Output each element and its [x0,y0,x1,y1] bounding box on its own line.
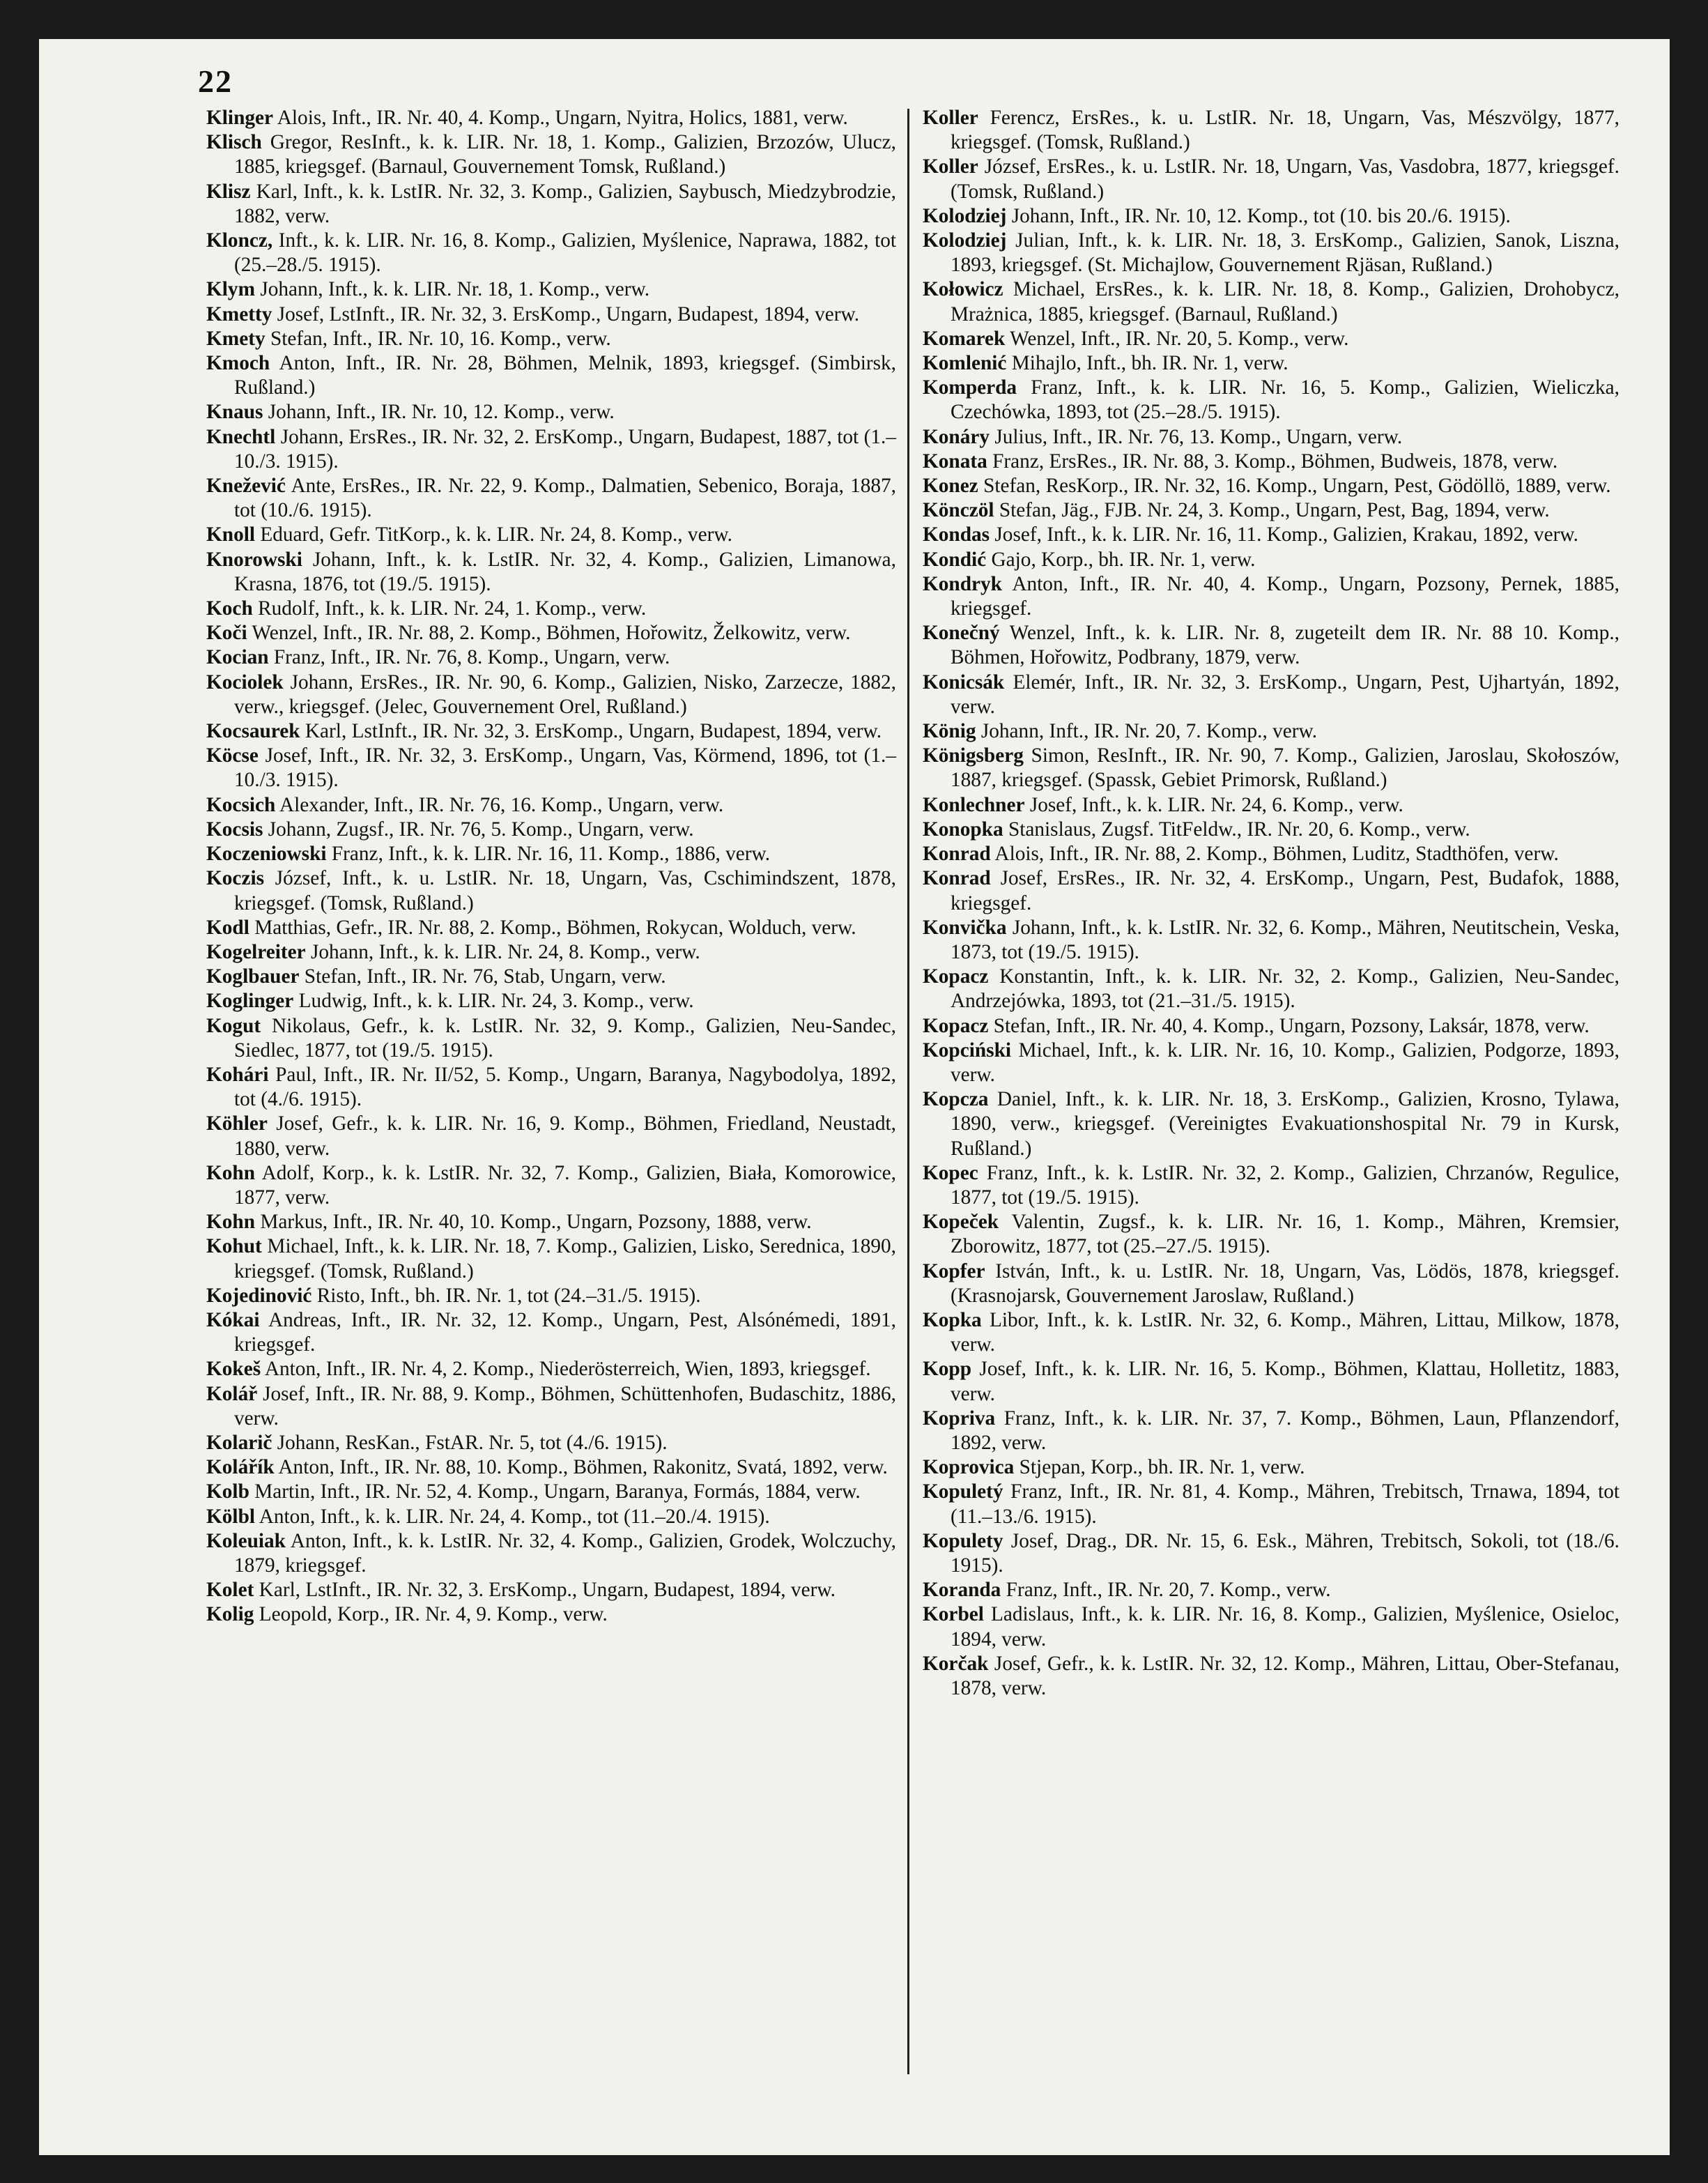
list-entry [923,1014,1619,1039]
list-entry [206,597,896,621]
list-entry [206,1357,896,1381]
entry-details: Eduard, Gefr. TitKorp., k. k. LIR. Nr. 24, 8. Komp., verw. [260,523,732,546]
right-column [923,106,1619,1701]
entry-surname: Kojedinović [206,1284,312,1307]
entry-surname: Konata [923,450,987,473]
entry-surname: Koller [923,155,978,178]
entry-details: Julius, Inft., IR. Nr. 76, 13. Komp., Ungarn, verw. [994,425,1403,448]
entry-details: Anton, Inft., IR. Nr. 28, Böhmen, Melnik, 1893, kriegsgef. (Simbirsk, Rußland.) [234,352,896,399]
entry-surname: Knoll [206,523,256,546]
list-entry [206,351,896,400]
entry-surname: Kopuletý [923,1480,1003,1503]
entry-details: Leopold, Korp., IR. Nr. 4, 9. Komp., verw. [259,1603,608,1626]
entry-details: Johann, Inft., k. k. LstIR. Nr. 32, 6. Komp., Mähren, Neutitschein, Veska, 1873, tot (19./5. 1915). [951,916,1619,963]
entry-surname: Korčak [923,1652,989,1675]
list-entry [923,1087,1619,1161]
list-entry [206,1578,896,1602]
entry-details: Johann, Inft., k. k. LstIR. Nr. 32, 4. Komp., Galizien, Limanowa, Krasna, 1876, tot (19./5. 1915). [234,548,896,595]
list-entry [923,1039,1619,1087]
entry-details: Johann, ResKan., FstAR. Nr. 5, tot (4./6. 1915). [277,1431,668,1454]
list-entry [923,1407,1619,1455]
entry-surname: Kohári [206,1063,269,1086]
entry-details: Ludwig, Inft., k. k. LIR. Nr. 24, 3. Komp., verw. [298,990,694,1013]
list-entry [923,1480,1619,1529]
entry-surname: Kopulety [923,1529,1003,1552]
list-entry [206,1014,896,1063]
entry-details: József, ErsRes., k. u. LstIR. Nr. 18, Ungarn, Vas, Vasdobra, 1877, kriegsgef. (Tomsk, Rußland.) [951,155,1619,203]
entry-details: Karl, LstInft., IR. Nr. 32, 3. ErsKomp., Ungarn, Budapest, 1894, verw. [305,720,882,743]
list-entry [206,425,896,474]
list-entry [923,818,1619,842]
entry-details: Franz, Inft., k. k. LIR. Nr. 16, 5. Komp., Galizien, Wieliczka, Czechówka, 1893, tot (25.–28./5. 1915). [951,376,1620,424]
entry-details: Karl, LstInft., IR. Nr. 32, 3. ErsKomp., Ungarn, Budapest, 1894, verw. [259,1579,836,1602]
list-entry [206,744,896,792]
entry-surname: Kmety [206,327,266,350]
entry-surname: Konlechner [923,793,1025,816]
list-entry [923,744,1619,792]
list-entry [923,1161,1619,1210]
list-entry [206,1284,896,1308]
entry-details: Anton, Inft., IR. Nr. 88, 10. Komp., Böhmen, Rakonitz, Svatá, 1892, verw. [278,1456,888,1479]
list-entry [923,351,1619,376]
list-entry [923,523,1619,547]
list-entry [923,793,1619,818]
list-entry [923,1308,1619,1357]
entry-surname: Koglinger [206,990,294,1013]
list-entry [206,965,896,989]
list-entry [206,130,896,179]
entry-details: Stefan, Inft., IR. Nr. 76, Stab, Ungarn, verw. [304,965,666,988]
list-entry [206,719,896,744]
entry-details: Daniel, Inft., k. k. LIR. Nr. 18, 3. ErsKomp., Galizien, Krosno, Tylawa, 1890, verw., kriegsgef. (Vereinigtes Evakuationshospital Nr. 79 in Kursk, Rußland.) [951,1088,1620,1160]
entry-details: Ferencz, ErsRes., k. u. LstIR. Nr. 18, Ungarn, Vas, Mészvölgy, 1877, kriegsgef. (Tomsk, Rußland.) [951,107,1620,154]
entry-details: Wenzel, Inft., k. k. LIR. Nr. 8, zugeteilt dem IR. Nr. 88 10. Komp., Böhmen, Hořowitz, Podbrany, 1879, verw. [951,622,1619,669]
entry-details: Alexander, Inft., IR. Nr. 76, 16. Komp., Ungarn, verw. [279,793,724,816]
entry-surname: Kopec [923,1161,978,1184]
list-entry [206,1112,896,1161]
list-entry [206,671,896,719]
left-column [206,106,896,1627]
entry-surname: Kolářík [206,1456,275,1479]
entry-details: Matthias, Gefr., IR. Nr. 88, 2. Komp., Böhmen, Rokycan, Wolduch, verw. [254,916,856,939]
entry-details: Josef, LstInft., IR. Nr. 32, 3. ErsKomp., Ungarn, Budapest, 1894, verw. [277,302,860,325]
entry-surname: Kopriva [923,1407,996,1430]
entry-surname: Kolodziej [923,204,1007,227]
entry-surname: Kohn [206,1211,256,1234]
entry-details: Karl, Inft., k. k. LstIR. Nr. 32, 3. Komp., Galizien, Saybusch, Miedzybrodzie, 1882, verw. [234,180,896,227]
entry-surname: Koch [206,597,253,620]
entry-surname: Kolet [206,1579,254,1602]
entry-details: Josef, Inft., k. k. LIR. Nr. 16, 5. Komp., Böhmen, Klattau, Holletitz, 1883, verw. [951,1358,1619,1405]
entry-surname: Komlenić [923,352,1007,375]
list-entry [923,327,1619,351]
entry-surname: Kodl [206,916,249,939]
entry-surname: Koprovica [923,1456,1015,1479]
list-entry [206,1161,896,1210]
entry-details: Ladislaus, Inft., k. k. LIR. Nr. 16, 8. Komp., Galizien, Myślenice, Osieloc, 1894, verw. [951,1603,1619,1650]
entry-details: Johann, Inft., IR. Nr. 10, 12. Komp., verw. [268,401,615,424]
entry-surname: Koczeniowski [206,843,327,866]
list-entry [206,866,896,915]
list-entry [206,1063,896,1112]
entry-surname: Kondas [923,523,990,546]
entry-details: Julian, Inft., k. k. LIR. Nr. 18, 3. ErsKomp., Galizien, Sanok, Liszna, 1893, kriegsgef. (St. Michajlow, Gouvernement Rjäsan, Rußland.) [951,229,1620,277]
entry-surname: Kopciński [923,1039,1012,1062]
entry-details: Libor, Inft., k. k. LstIR. Nr. 32, 6. Komp., Mähren, Littau, Milkow, 1878, verw. [951,1308,1619,1356]
list-entry [206,548,896,597]
entry-surname: Kmoch [206,352,270,375]
list-entry [923,376,1619,424]
list-entry [923,719,1619,744]
list-entry [206,793,896,818]
entry-surname: Kolář [206,1382,258,1405]
entry-surname: Konez [923,475,978,498]
entry-details: Josef, Inft., k. k. LIR. Nr. 16, 11. Komp., Galizien, Krakau, 1892, verw. [994,523,1578,546]
list-entry [206,1455,896,1480]
list-entry [206,523,896,547]
entry-details: Stjepan, Korp., bh. IR. Nr. 1, verw. [1019,1456,1305,1479]
entry-surname: Kogelreiter [206,940,306,963]
list-entry [206,1308,896,1357]
entry-surname: Konrad [923,867,991,890]
entry-details: Franz, Inft., IR. Nr. 76, 8. Komp., Ungarn, verw. [273,646,670,669]
entry-details: Paul, Inft., IR. Nr. II/52, 5. Komp., Ungarn, Baranya, Nagybodolya, 1892, tot (4./6. 1915). [234,1063,896,1111]
entry-surname: Kondryk [923,572,1002,595]
entry-surname: Könczöl [923,499,994,522]
list-entry [923,1529,1619,1578]
list-entry [206,940,896,965]
list-entry [923,450,1619,474]
entry-details: Johann, Inft., IR. Nr. 10, 12. Komp., tot (10. bis 20./6. 1915). [1011,204,1511,227]
entry-details: Ante, ErsRes., IR. Nr. 22, 9. Komp., Dalmatien, Sebenico, Boraja, 1887, tot (10./6. 1915). [234,475,896,522]
entry-surname: Kölbl [206,1505,256,1528]
list-entry [206,327,896,351]
column-divider [907,109,909,2074]
entry-surname: Kołowicz [923,278,1003,301]
entry-surname: Kocsich [206,793,276,816]
entry-details: Wenzel, Inft., IR. Nr. 20, 5. Komp., verw. [1010,327,1349,350]
list-entry [923,671,1619,719]
entry-details: Josef, Inft., IR. Nr. 88, 9. Komp., Böhmen, Schüttenhofen, Budaschitz, 1886, verw. [234,1382,897,1430]
entry-surname: Kolodziej [923,229,1007,252]
list-entry [923,1652,1619,1701]
entry-surname: Konrad [923,843,991,866]
list-entry [206,842,896,866]
entry-details: Johann, ErsRes., IR. Nr. 32, 2. ErsKomp., Ungarn, Budapest, 1887, tot (1.–10./3. 1915). [234,425,896,473]
entry-details: Franz, ErsRes., IR. Nr. 88, 3. Komp., Böhmen, Budweis, 1878, verw. [992,450,1558,473]
entry-details: Anton, Inft., IR. Nr. 4, 2. Komp., Niederösterreich, Wien, 1893, kriegsgef. [264,1358,871,1381]
entry-details: Stefan, Inft., IR. Nr. 40, 4. Komp., Ungarn, Pozsony, Laksár, 1878, verw. [993,1014,1590,1037]
entry-surname: Komarek [923,327,1006,350]
list-entry [206,989,896,1013]
list-entry [206,916,896,940]
entry-details: Josef, Gefr., k. k. LIR. Nr. 16, 9. Komp., Böhmen, Friedland, Neustadt, 1880, verw. [234,1112,896,1160]
list-entry [923,425,1619,450]
entry-surname: Klisch [206,131,262,154]
entry-surname: Konečný [923,622,1000,645]
entry-surname: Kondić [923,548,987,571]
list-entry [206,1210,896,1234]
entry-details: Adolf, Korp., k. k. LstIR. Nr. 32, 7. Komp., Galizien, Biała, Komorowice, 1877, verw. [234,1161,896,1209]
entry-details: Josef, Inft., k. k. LIR. Nr. 24, 6. Komp., verw. [1029,793,1403,816]
entry-details: Johann, Zugsf., IR. Nr. 76, 5. Komp., Ungarn, verw. [268,818,694,841]
entry-details: István, Inft., k. u. LstIR. Nr. 18, Ungarn, Vas, Lödös, 1878, kriegsgef. (Krasnojarsk, Gouvernement Jaroslaw, Rußland.) [951,1259,1620,1307]
entry-surname: Kogut [206,1014,261,1037]
list-entry [206,1234,896,1283]
entry-details: Anton, Inft., k. k. LstIR. Nr. 32, 4. Komp., Galizien, Grodek, Wolczuchy, 1879, kriegsgef. [234,1529,896,1577]
list-entry [923,572,1619,621]
entry-surname: König [923,720,976,743]
list-entry [923,866,1619,915]
entry-surname: Kohut [206,1235,262,1258]
list-entry [206,1480,896,1504]
entry-surname: Kopeček [923,1211,999,1234]
entry-details: Josef, Inft., IR. Nr. 32, 3. ErsKomp., Ungarn, Vas, Körmend, 1896, tot (1.–10./3. 1915). [234,744,896,792]
entry-details: Johann, Inft., k. k. LIR. Nr. 18, 1. Komp., verw. [260,278,650,301]
list-entry [923,621,1619,670]
list-entry [206,229,896,277]
entry-details: Wenzel, Inft., IR. Nr. 88, 2. Komp., Böhmen, Hořowitz, Želkowitz, verw. [252,622,851,645]
list-entry [923,498,1619,523]
entry-details: Johann, ErsRes., IR. Nr. 90, 6. Komp., Galizien, Nisko, Zarzecze, 1882, verw., kriegsgef. (Jelec, Gouvernement Orel, Rußland.) [234,671,897,718]
entry-details: Risto, Inft., bh. IR. Nr. 1, tot (24.–31./5. 1915). [316,1284,701,1307]
entry-details: Rudolf, Inft., k. k. LIR. Nr. 24, 1. Komp., verw. [258,597,647,620]
entry-surname: Konicsák [923,671,1005,694]
page-number: 22 [198,63,233,99]
list-entry [923,277,1619,326]
list-entry [923,1259,1619,1308]
list-entry [206,302,896,327]
entry-details: Nikolaus, Gefr., k. k. LstIR. Nr. 32, 9. Komp., Galizien, Neu-Sandec, Siedlec, 1877, tot (19./5. 1915). [234,1014,896,1062]
entry-surname: Koczis [206,867,264,890]
list-entry [206,1431,896,1455]
entry-details: Josef, Gefr., k. k. LstIR. Nr. 32, 12. Komp., Mähren, Littau, Ober-Stefanau, 1878, verw. [951,1652,1619,1699]
entry-details: József, Inft., k. u. LstIR. Nr. 18, Ungarn, Vas, Cschimindszent, 1878, kriegsgef. (Tomsk, Rußland.) [234,867,896,914]
entry-surname: Knechtl [206,425,276,448]
list-entry [206,277,896,302]
entry-surname: Knežević [206,475,286,498]
entry-surname: Kocian [206,646,269,669]
entry-surname: Koranda [923,1579,1001,1602]
entry-surname: Kopcza [923,1088,989,1111]
entry-surname: Konáry [923,425,990,448]
entry-surname: Kocsaurek [206,720,300,743]
list-entry [206,818,896,842]
entry-details: Andreas, Inft., IR. Nr. 32, 12. Komp., Ungarn, Pest, Alsónémedi, 1891, kriegsgef. [234,1308,897,1356]
entry-details: Martin, Inft., IR. Nr. 52, 4. Komp., Ungarn, Baranya, Formás, 1884, verw. [254,1480,861,1503]
entry-details: Michael, ErsRes., k. k. LIR. Nr. 18, 8. Komp., Galizien, Drohobycz, Mrażnica, 1885, kriegsgef. (Barnaul, Rußland.) [951,278,1619,325]
entry-surname: Konvička [923,916,1007,939]
list-entry [923,548,1619,572]
list-entry [923,1210,1619,1259]
entry-surname: Köcse [206,744,259,767]
entry-details: Josef, Drag., DR. Nr. 15, 6. Esk., Mähren, Trebitsch, Sokoli, tot (18./6. 1915). [951,1529,1619,1577]
entry-surname: Knaus [206,401,263,424]
entry-details: Johann, Inft., IR. Nr. 20, 7. Komp., verw. [980,720,1318,743]
list-entry [923,204,1619,229]
entry-surname: Kopacz [923,965,989,988]
list-entry [923,1455,1619,1480]
entry-surname: Kolb [206,1480,249,1503]
list-entry [206,621,896,645]
entry-details: Johann, Inft., k. k. LIR. Nr. 24, 8. Komp., verw. [310,940,700,963]
list-entry [206,1602,896,1627]
entry-surname: Klinger [206,107,274,129]
list-entry [923,106,1619,155]
entry-surname: Kopacz [923,1014,989,1037]
entry-details: Franz, Inft., k. k. LstIR. Nr. 32, 2. Komp., Galizien, Chrzanów, Regulice, 1877, tot (19./5. 1915). [951,1161,1619,1209]
entry-details: Franz, Inft., IR. Nr. 20, 7. Komp., verw. [1006,1579,1331,1602]
entry-surname: Kopka [923,1308,982,1331]
document-page [39,39,1670,2155]
entry-details: Elemér, Inft., IR. Nr. 32, 3. ErsKomp., Ungarn, Pest, Ujhartyán, 1892, verw. [951,671,1619,718]
entry-details: Stefan, ResKorp., IR. Nr. 32, 16. Komp., Ungarn, Pest, Gödöllö, 1889, verw. [983,475,1611,498]
entry-details: Franz, Inft., k. k. LIR. Nr. 37, 7. Komp., Böhmen, Laun, Pflanzendorf, 1892, verw. [951,1407,1619,1454]
entry-details: Alois, Inft., IR. Nr. 40, 4. Komp., Ungarn, Nyitra, Holics, 1881, verw. [277,107,848,129]
entry-details: Stanislaus, Zugsf. TitFeldw., IR. Nr. 20, 6. Komp., verw. [1008,818,1470,841]
entry-details: Anton, Inft., k. k. LIR. Nr. 24, 4. Komp., tot (11.–20./4. 1915). [259,1505,770,1528]
entry-surname: Koči [206,622,247,645]
entry-surname: Königsberg [923,744,1024,767]
list-entry [206,400,896,424]
entry-details: Stefan, Jäg., FJB. Nr. 24, 3. Komp., Ungarn, Pest, Bag, 1894, verw. [999,499,1550,522]
entry-details: Franz, Inft., k. k. LIR. Nr. 16, 11. Komp., 1886, verw. [331,843,771,866]
list-entry [923,155,1619,204]
list-entry [923,229,1619,277]
entry-surname: Kókai [206,1308,260,1331]
list-entry [206,106,896,130]
list-entry [923,1578,1619,1602]
entry-details: Inft., k. k. LIR. Nr. 16, 8. Komp., Galizien, Myślenice, Naprawa, 1882, tot (25.–28./5. 1915). [234,229,896,277]
entry-surname: Kohn [206,1161,256,1184]
entry-surname: Konopka [923,818,1003,841]
entry-details: Michael, Inft., k. k. LIR. Nr. 18, 7. Komp., Galizien, Lisko, Serednica, 1890, kriegsgef. (Tomsk, Rußland.) [234,1235,897,1282]
entry-surname: Korbel [923,1603,984,1626]
entry-details: Stefan, Inft., IR. Nr. 10, 16. Komp., verw. [270,327,611,350]
list-entry [206,1529,896,1578]
list-entry [206,1382,896,1431]
entry-surname: Koleuiak [206,1529,286,1552]
list-entry [923,916,1619,965]
entry-details: Markus, Inft., IR. Nr. 40, 10. Komp., Ungarn, Pozsony, 1888, verw. [260,1211,812,1234]
entry-surname: Kolig [206,1603,254,1626]
list-entry [923,965,1619,1013]
entry-details: Josef, ErsRes., IR. Nr. 32, 4. ErsKomp., Ungarn, Pest, Budafok, 1888, kriegsgef. [951,867,1620,914]
list-entry [923,1602,1619,1651]
entry-surname: Kmetty [206,302,272,325]
entry-surname: Kloncz, [206,229,273,252]
list-entry [923,842,1619,866]
entry-details: Anton, Inft., IR. Nr. 40, 4. Komp., Ungarn, Pozsony, Pernek, 1885, kriegsgef. [951,572,1619,620]
list-entry [923,474,1619,498]
entry-surname: Koglbauer [206,965,300,988]
entry-details: Gajo, Korp., bh. IR. Nr. 1, verw. [991,548,1256,571]
entry-surname: Knorowski [206,548,302,571]
entry-surname: Kocsis [206,818,263,841]
entry-details: Mihajlo, Inft., bh. IR. Nr. 1, verw. [1011,352,1288,375]
list-entry [923,1357,1619,1406]
entry-details: Simon, ResInft., IR. Nr. 90, 7. Komp., Galizien, Jaroslau, Skołoszów, 1887, kriegsgef. (Spassk, Gebiet Primorsk, Rußland.) [951,744,1620,792]
entry-details: Valentin, Zugsf., k. k. LIR. Nr. 16, 1. Komp., Mähren, Kremsier, Zborowitz, 1877, tot (25.–27./5. 1915). [951,1211,1620,1258]
entry-surname: Kopfer [923,1259,985,1282]
list-entry [206,474,896,523]
entry-surname: Köhler [206,1112,268,1135]
entry-surname: Kociolek [206,671,284,694]
entry-details: Michael, Inft., k. k. LIR. Nr. 16, 10. Komp., Galizien, Podgorze, 1893, verw. [951,1039,1620,1086]
entry-details: Alois, Inft., IR. Nr. 88, 2. Komp., Böhmen, Luditz, Stadthöfen, verw. [994,843,1559,866]
entry-surname: Koller [923,107,978,129]
entry-surname: Komperda [923,376,1017,399]
entry-surname: Kolarič [206,1431,272,1454]
list-entry [206,645,896,670]
entry-details: Konstantin, Inft., k. k. LIR. Nr. 32, 2. Komp., Galizien, Neu-Sandec, Andrzejówka, 1893, tot (21.–31./5. 1915). [951,965,1619,1013]
entry-surname: Kokeš [206,1358,261,1381]
list-entry [206,1505,896,1529]
entry-surname: Klym [206,278,255,301]
list-entry [206,180,896,229]
entry-surname: Kopp [923,1358,972,1381]
entry-details: Franz, Inft., IR. Nr. 81, 4. Komp., Mähren, Trebitsch, Trnawa, 1894, tot (11.–13./6. 1915). [951,1480,1619,1528]
entry-details: Gregor, ResInft., k. k. LIR. Nr. 18, 1. Komp., Galizien, Brzozów, Ulucz, 1885, kriegsgef. (Barnaul, Gouvernement Tomsk, Rußland.) [234,131,896,178]
entry-surname: Klisz [206,180,251,203]
